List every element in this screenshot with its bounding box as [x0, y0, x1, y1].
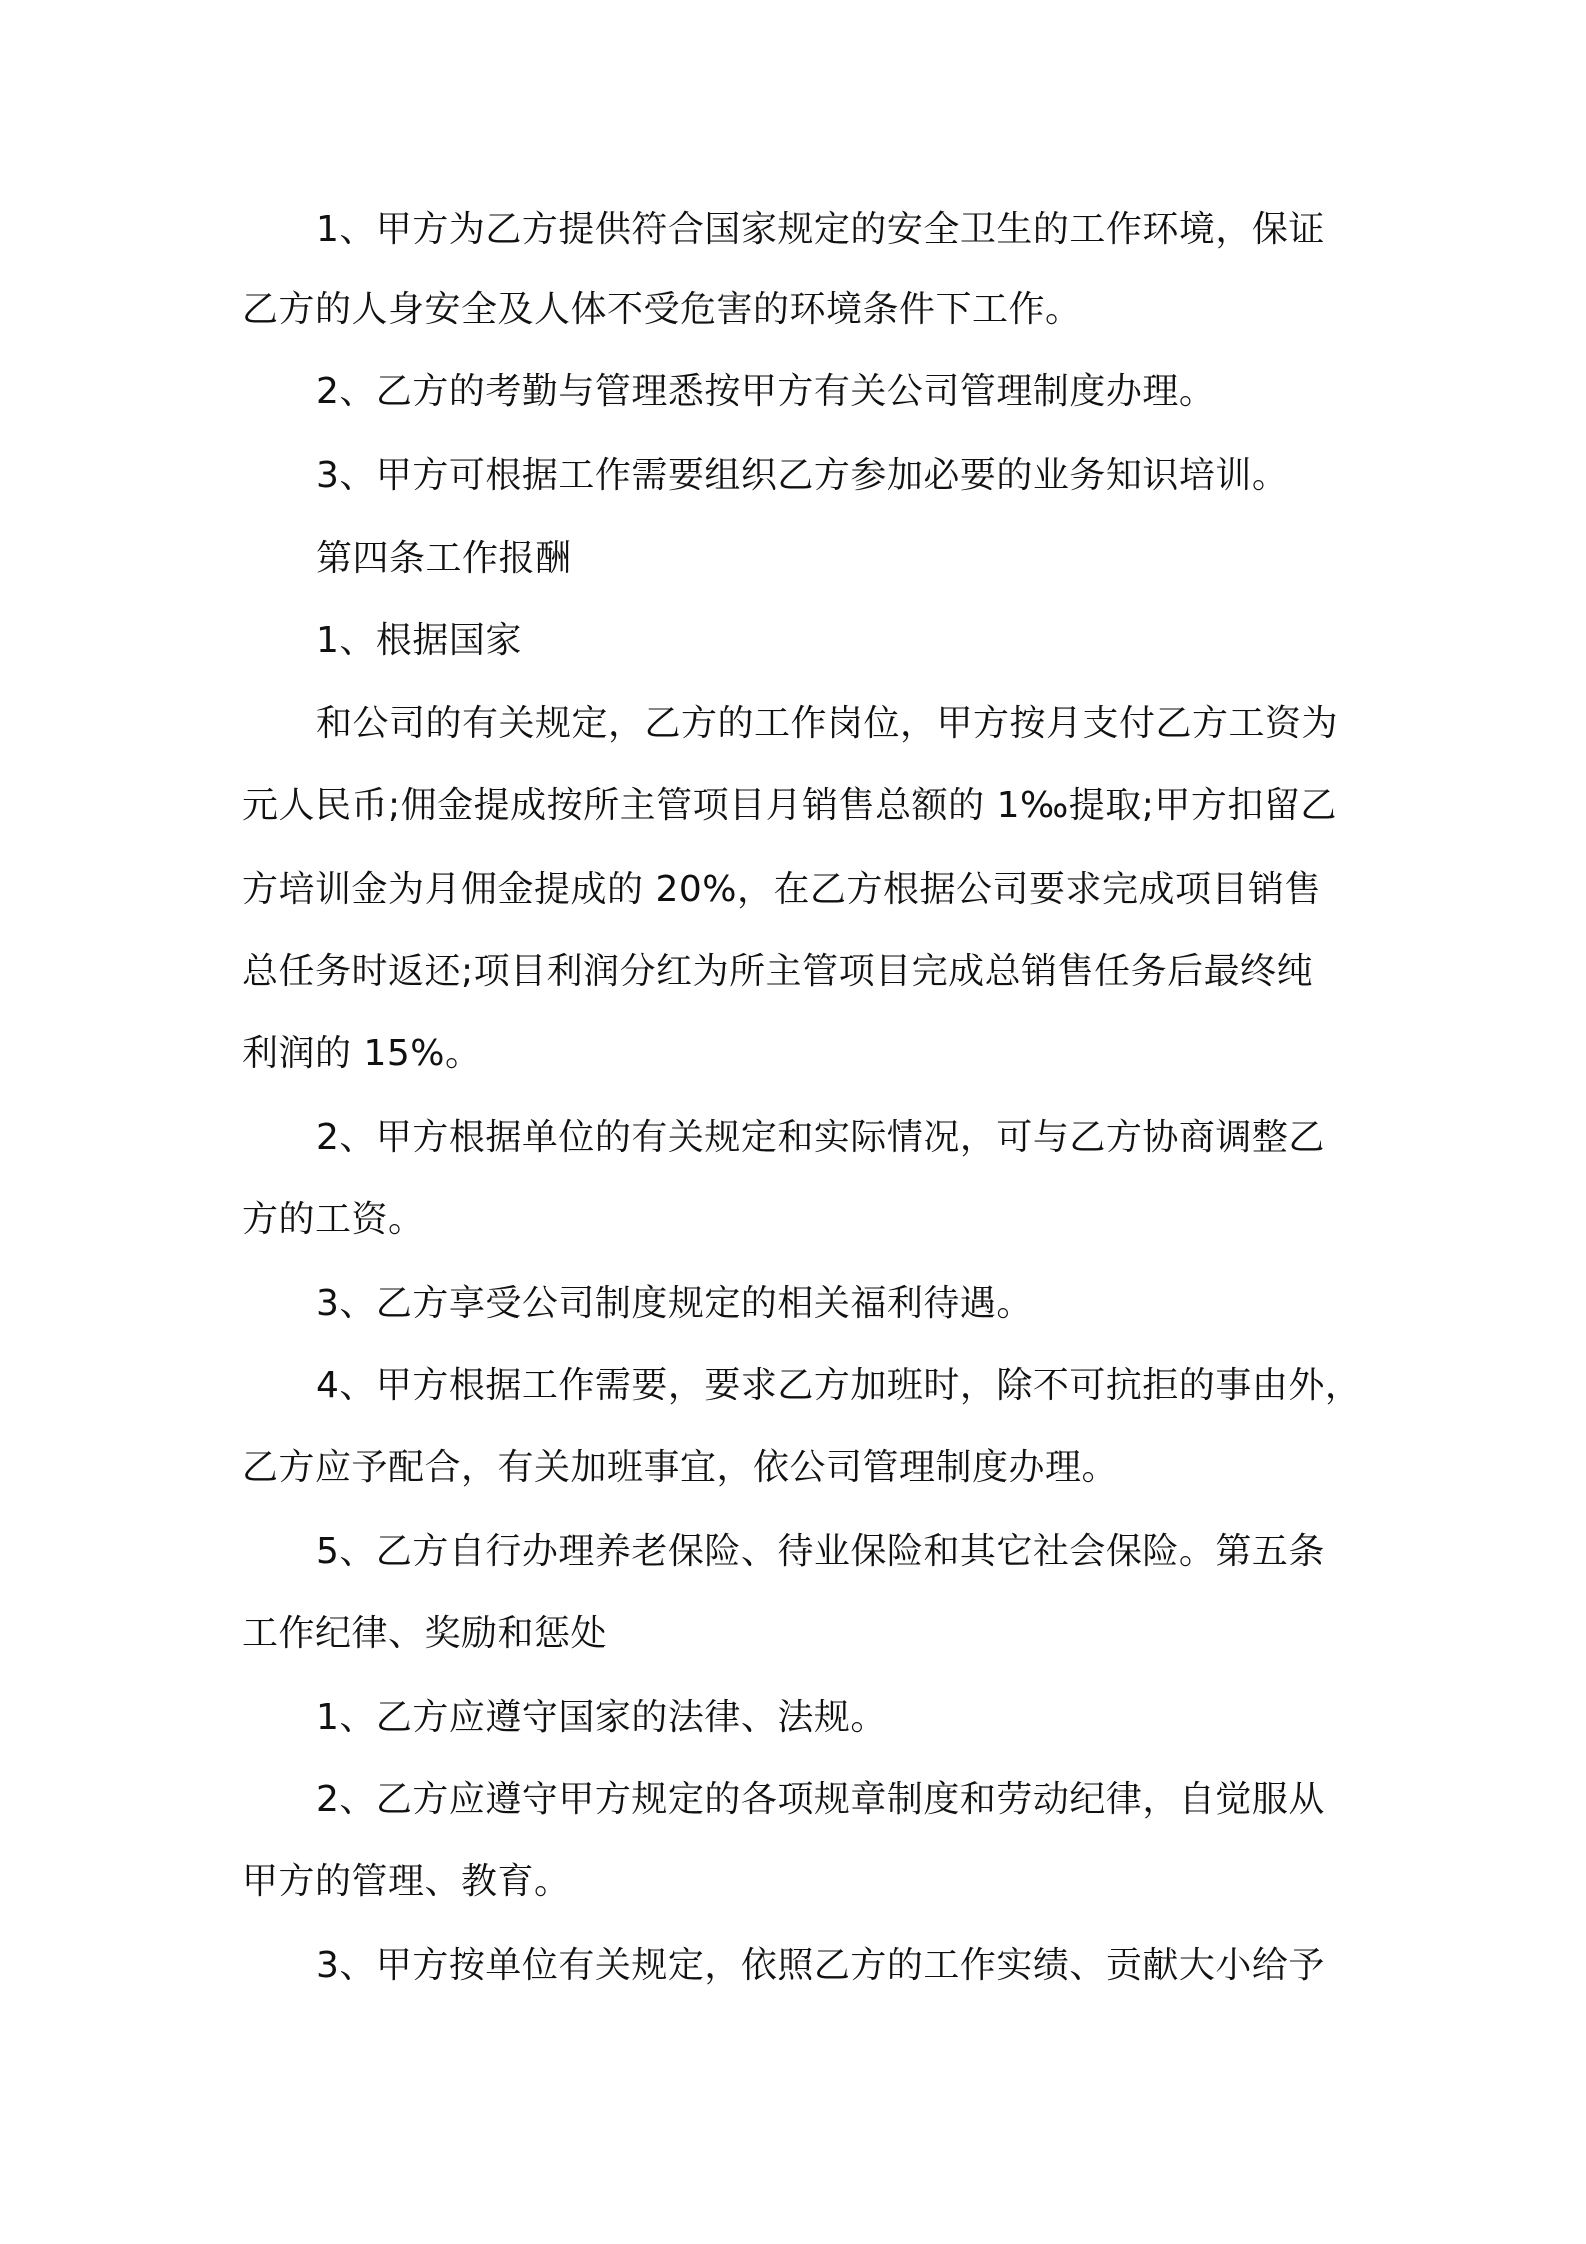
paragraph-line: 和公司的有关规定，乙方的工作岗位，甲方按月支付乙方工资为 — [316, 703, 1339, 744]
paragraph-line: 1、乙方应遵守国家的法律、法规。 — [316, 1697, 887, 1738]
paragraph-line: 3、甲方可根据工作需要组织乙方参加必要的业务知识培训。 — [316, 455, 1289, 496]
paragraph-line: 元人民币;佣金提成按所主管项目月销售总额的 1‰提取;甲方扣留乙 — [242, 785, 1337, 826]
paragraph-line: 2、乙方应遵守甲方规定的各项规章制度和劳动纪律，自觉服从 — [316, 1779, 1325, 1820]
paragraph-line: 利润的 15%。 — [242, 1033, 482, 1074]
paragraph-line: 方的工资。 — [242, 1199, 425, 1240]
paragraph-line: 乙方的人身安全及人体不受危害的环境条件下工作。 — [242, 289, 1082, 330]
paragraph-line: 3、甲方按单位有关规定，依照乙方的工作实绩、贡献大小给予 — [316, 1945, 1325, 1986]
paragraph-line: 乙方应予配合，有关加班事宜，依公司管理制度办理。 — [242, 1447, 1119, 1488]
paragraph-line: 总任务时返还;项目利润分红为所主管项目完成总销售任务后最终纯 — [242, 951, 1314, 992]
paragraph-line: 方培训金为月佣金提成的 20%，在乙方根据公司要求完成项目销售 — [242, 869, 1321, 910]
paragraph-line: 5、乙方自行办理养老保险、待业保险和其它社会保险。第五条 — [316, 1531, 1325, 1572]
paragraph-line: 甲方的管理、教育。 — [242, 1861, 571, 1902]
section-heading: 工作纪律、奖励和惩处 — [242, 1613, 608, 1654]
paragraph-line: 2、乙方的考勤与管理悉按甲方有关公司管理制度办理。 — [316, 371, 1216, 412]
paragraph-line: 1、根据国家 — [316, 620, 522, 661]
paragraph-line: 4、甲方根据工作需要，要求乙方加班时，除不可抗拒的事由外， — [316, 1365, 1362, 1406]
paragraph-line: 1、甲方为乙方提供符合国家规定的安全卫生的工作环境，保证 — [316, 209, 1325, 250]
paragraph-line: 3、乙方享受公司制度规定的相关福利待遇。 — [316, 1283, 1033, 1324]
section-heading: 第四条工作报酬 — [316, 538, 572, 579]
paragraph-line: 2、甲方根据单位的有关规定和实际情况，可与乙方协商调整乙 — [316, 1117, 1325, 1158]
